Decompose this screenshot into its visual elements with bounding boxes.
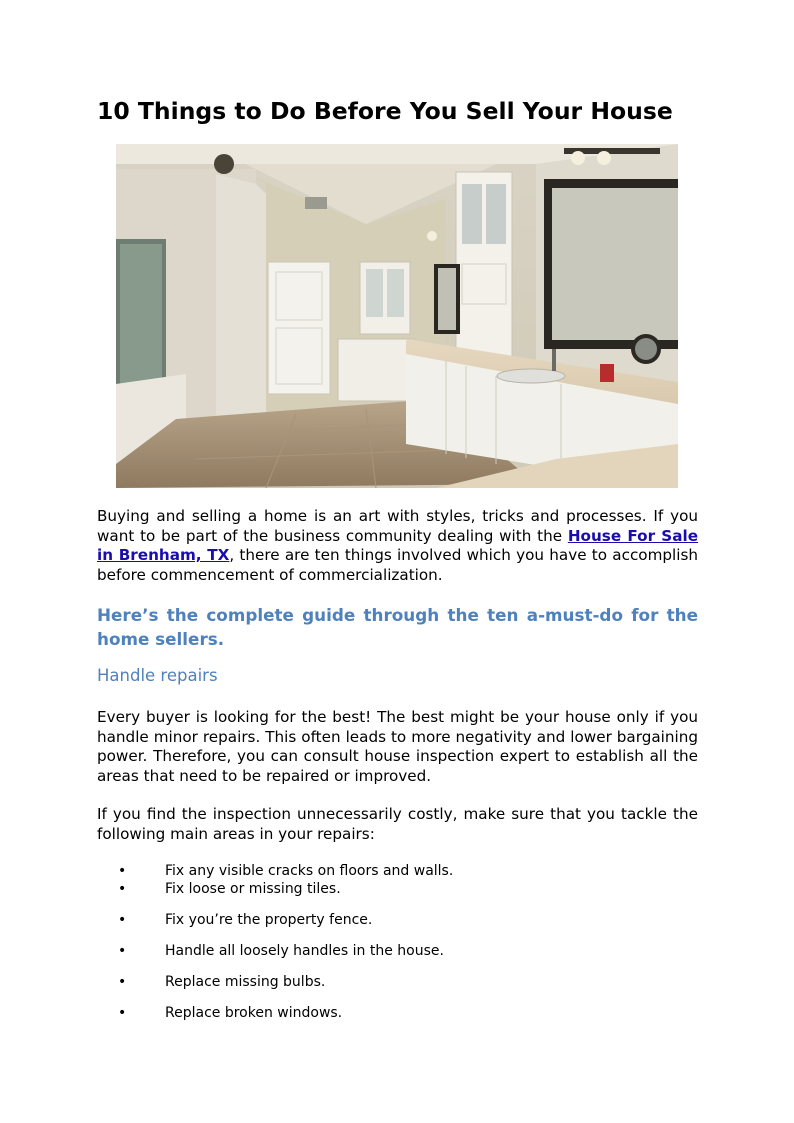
list-item-text: Fix loose or missing tiles.: [165, 881, 341, 897]
page-title: 10 Things to Do Before You Sell Your House: [97, 97, 673, 125]
bullet: •: [118, 863, 127, 879]
list-item-text: Fix you’re the property fence.: [165, 912, 373, 928]
intro-text-start: Buying and selling a home is an art with styles, tricks and processes. If you want to be part of the business community dealing with the: [97, 507, 698, 545]
intro-paragraph: [97, 507, 698, 585]
list-item-text: Replace broken windows.: [165, 1005, 343, 1021]
bullet: •: [118, 943, 127, 959]
repairs-paragraph: Every buyer is looking for the best! The best might be your house only if you handle minor repairs. This often leads to more negativity and lower bargaining power. Therefore, you can consult house inspection expert to establish all the areas that need to be repaired or improved.: [97, 708, 698, 785]
house-for-sale-link[interactable]: House For Sale in Brenham, TX: [97, 526, 699, 565]
bathroom-photo: [116, 144, 678, 488]
bullet: •: [118, 881, 127, 897]
list-item-text: Handle all loosely handles in the house.: [165, 943, 444, 959]
handle-repairs-heading: Handle repairs: [97, 666, 218, 685]
bullet: •: [118, 912, 127, 928]
guide-heading: Here’s the complete guide through the ten a-must-do for the home sellers.: [97, 605, 698, 649]
inspection-paragraph: If you find the inspection unnecessarily costly, make sure that you tackle the following main areas in your repairs:: [97, 805, 698, 843]
bullet: •: [118, 974, 127, 990]
bullet: •: [118, 1005, 127, 1021]
list-item-text: Fix any visible cracks on floors and walls.: [165, 863, 454, 879]
intro-text-end: , there are ten things involved which you have to accomplish before commencement of commercialization.: [97, 546, 698, 584]
list-item-text: Replace missing bulbs.: [165, 974, 326, 990]
